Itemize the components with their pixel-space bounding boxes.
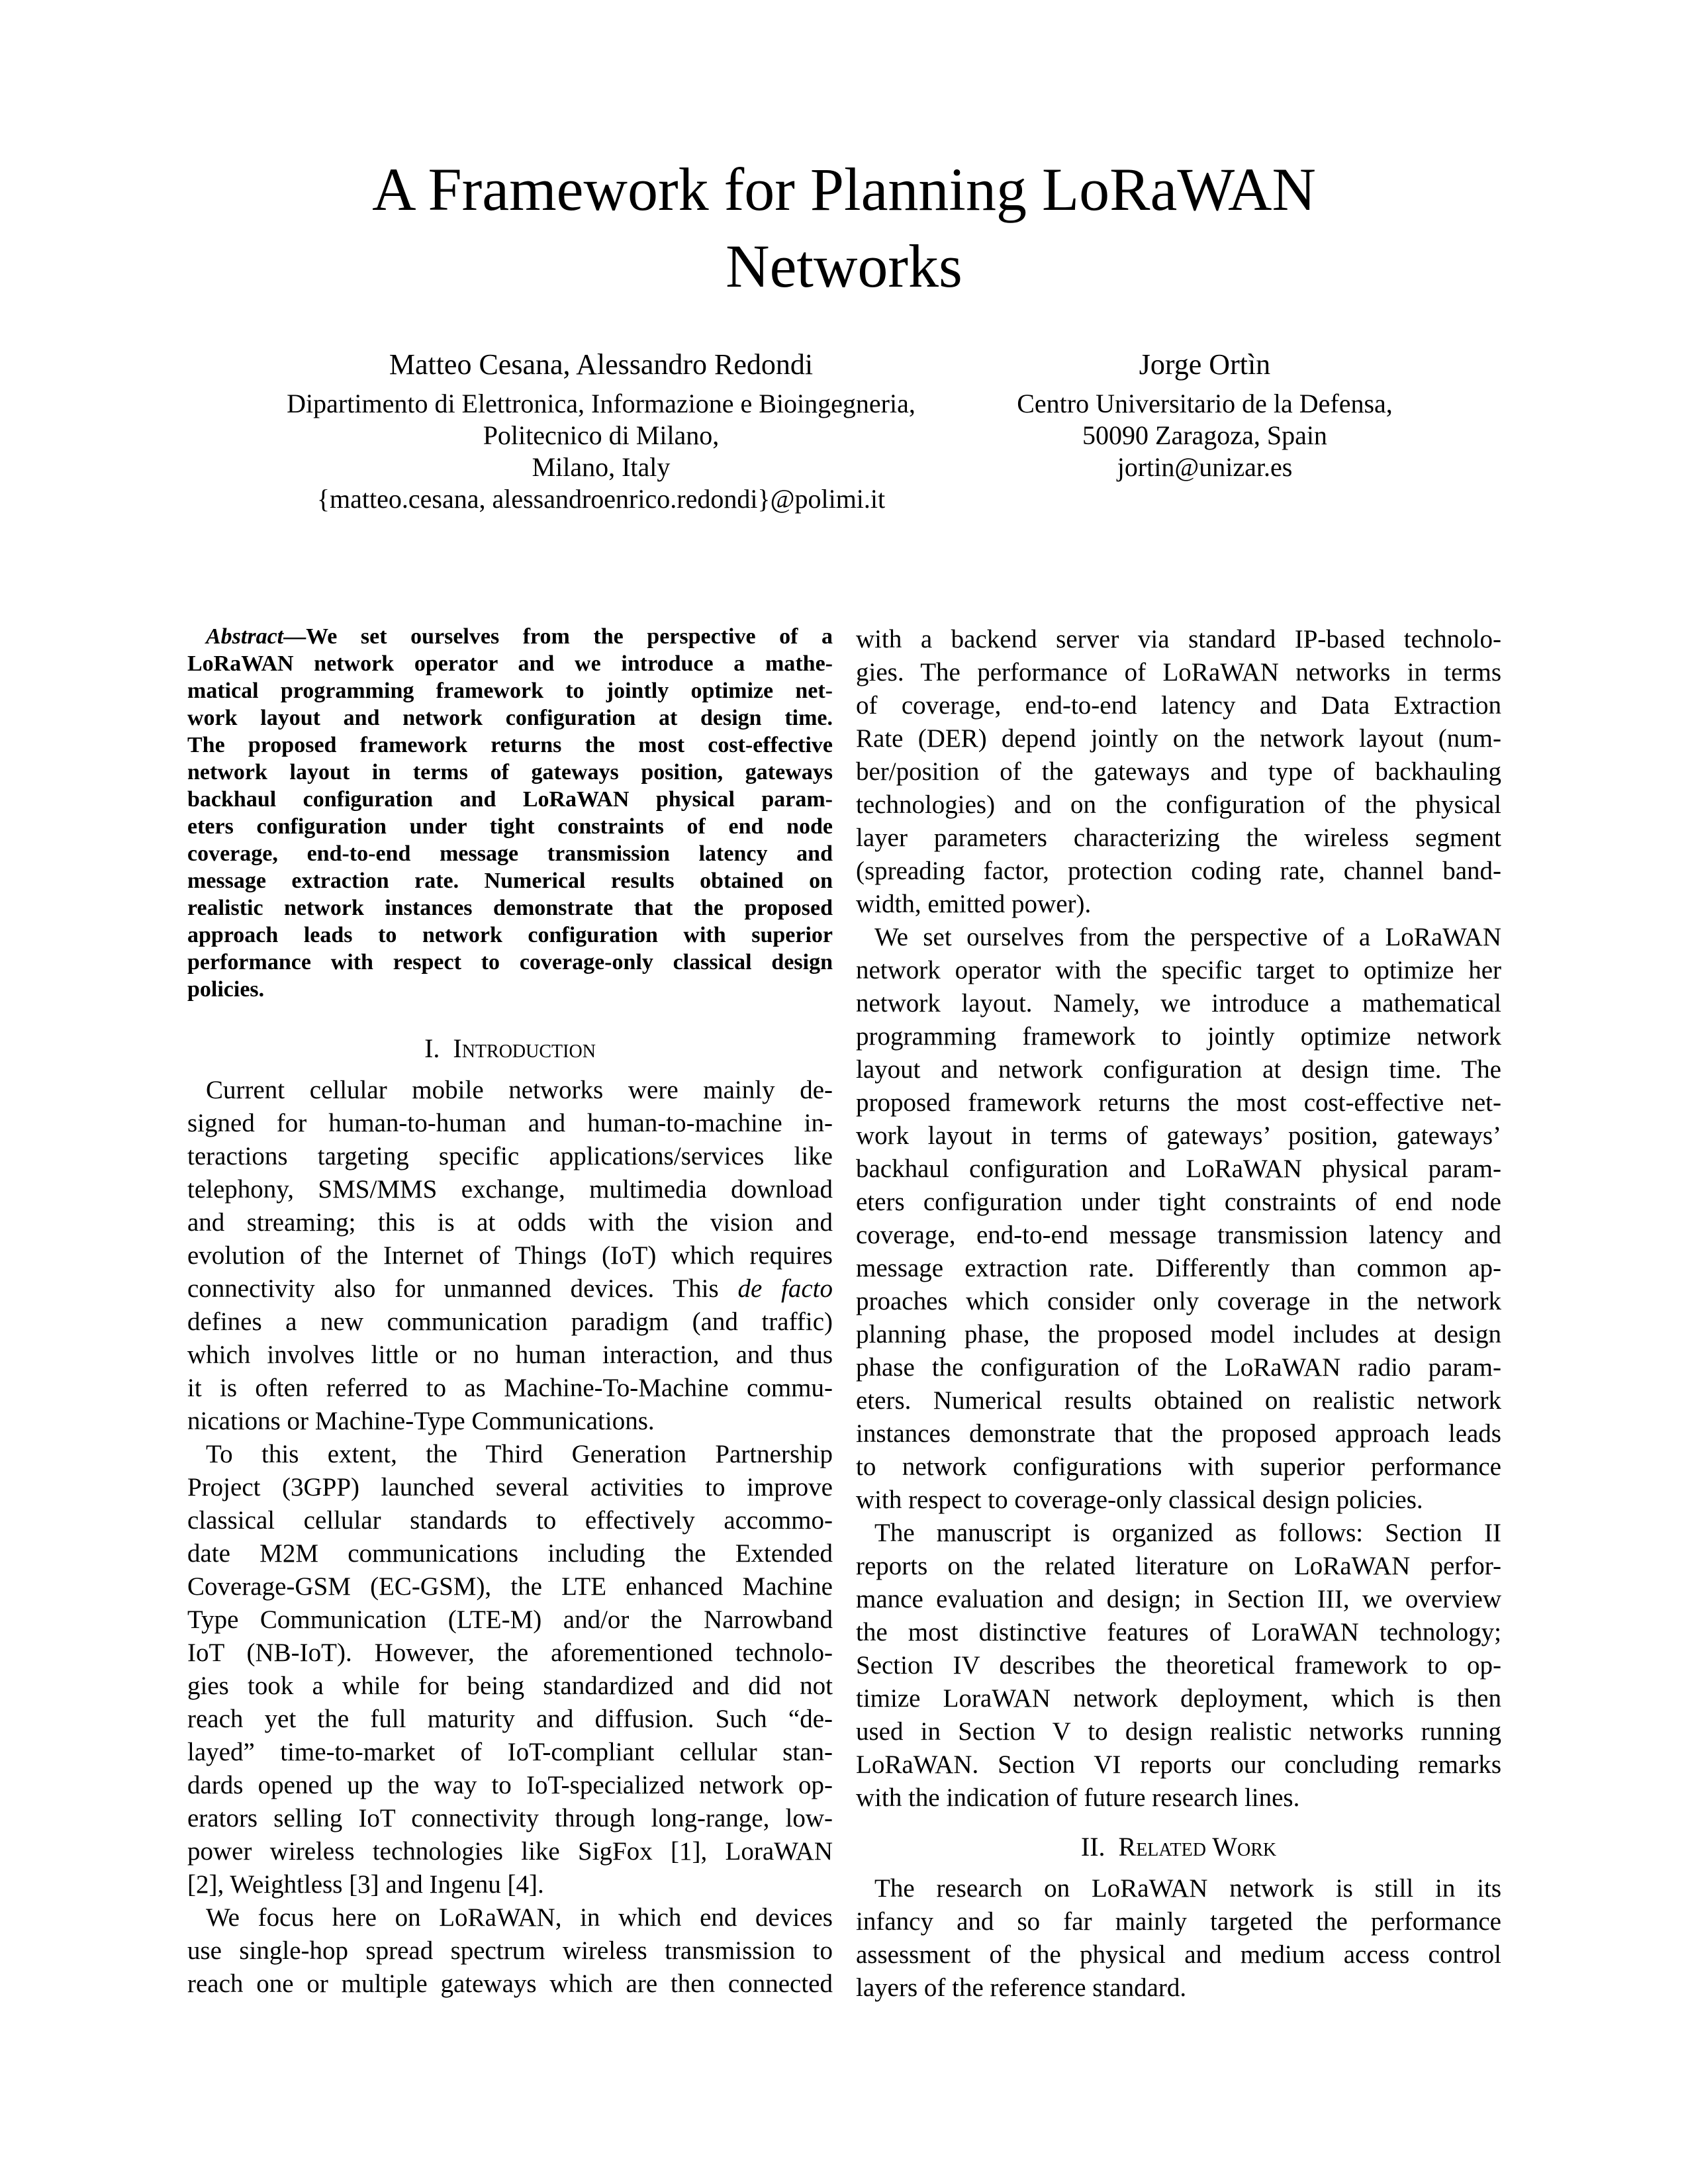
text-line: work layout and network configuration at design time. — [187, 706, 833, 730]
text-line: Current cellular mobile networks were mainly de- — [206, 1076, 833, 1104]
text-line: network layout. Namely, we introduce a mathematical — [856, 989, 1501, 1018]
text-line: coverage, end-to-end message transmission latency and — [856, 1221, 1501, 1249]
text-line: layer parameters characterizing the wireless segment — [856, 824, 1501, 852]
section-title: Introduction — [453, 1033, 596, 1063]
text-line: programming framework to jointly optimize network — [856, 1022, 1501, 1051]
text-line: coverage, end-to-end message transmission latency and — [187, 841, 833, 866]
text-line: signed for human-to-human and human-to-machine in- — [187, 1109, 833, 1137]
text-line: use single-hop spread spectrum wireless transmission to — [187, 1936, 833, 1965]
text-line: assessment of the physical and medium access control — [856, 1940, 1501, 1969]
title-line: A Framework for Planning LoRaWAN — [372, 156, 1316, 223]
paragraph — [187, 1438, 833, 1901]
section-number: I. — [424, 1033, 440, 1063]
paragraph — [856, 921, 1501, 1517]
text-line: phase the configuration of the LoRaWAN radio param- — [856, 1353, 1501, 1382]
text-line: realistic network instances demonstrate that the proposed — [187, 896, 833, 920]
author-block — [927, 346, 1483, 483]
text-line: used in Section V to design realistic networks running — [856, 1717, 1501, 1746]
text-line: defines a new communication paradigm (and traffic) — [187, 1307, 833, 1336]
text-line: infancy and so far mainly targeted the performance — [856, 1907, 1501, 1936]
affiliation-line: 50090 Zaragoza, Spain — [1082, 420, 1327, 450]
text-line: gies took a while for being standardized and did not — [187, 1672, 833, 1700]
text-line: dards opened up the way to IoT-specialized network op- — [187, 1771, 833, 1799]
author-name: Jorge Ortìn — [1139, 348, 1271, 381]
text-line: To this extent, the Third Generation Partnership — [206, 1440, 833, 1468]
text-line: planning phase, the proposed model includes at design — [856, 1320, 1501, 1349]
paper-title — [0, 151, 1688, 305]
text-line: The manuscript is organized as follows: Section II — [874, 1519, 1501, 1547]
text-line: We set ourselves from the perspective of a LoRaWAN — [874, 923, 1501, 951]
authors-row — [0, 346, 1688, 518]
text-line: Type Communication (LTE-M) and/or the Narrowband — [187, 1605, 833, 1634]
text-line: mance evaluation and design; in Section III, we overview — [856, 1585, 1501, 1613]
text-line: and streaming; this is at odds with the vision and — [187, 1208, 833, 1237]
text-line: technologies) and on the configuration of the physical — [856, 790, 1501, 819]
affiliation-line: Politecnico di Milano, — [483, 420, 720, 450]
text-line: proaches which consider only coverage in the network — [856, 1287, 1501, 1315]
abstract-label: Abstract — [206, 624, 284, 649]
paragraph — [187, 1074, 833, 1438]
text-line: evolution of the Internet of Things (IoT) which requires — [187, 1241, 833, 1270]
text-line: Project (3GPP) launched several activities to improve — [187, 1473, 833, 1501]
text-line: date M2M communications including the Extended — [187, 1539, 833, 1568]
paragraph — [856, 1517, 1501, 1815]
text-line: LoRaWAN. Section VI reports our concluding remarks — [856, 1750, 1501, 1779]
text-line: eters configuration under tight constraints of end node — [856, 1188, 1501, 1216]
text-line: message extraction rate. Differently than common ap- — [856, 1254, 1501, 1282]
column-right — [856, 623, 1501, 2005]
author-block — [187, 346, 1015, 515]
text-line: proposed framework returns the most cost-effective net- — [856, 1088, 1501, 1117]
text-line: it is often referred to as Machine-To-Machine commu- — [187, 1374, 833, 1402]
text-line: connectivity also for unmanned devices. This de facto — [187, 1274, 833, 1303]
text-line: with the indication of future research lines. — [856, 1783, 1300, 1812]
text-line: erators selling IoT connectivity through long-range, low- — [187, 1804, 833, 1832]
text-line: to network configurations with superior performance — [856, 1452, 1501, 1481]
section-heading — [187, 1032, 833, 1065]
text-line: telephony, SMS/MMS exchange, multimedia download — [187, 1175, 833, 1204]
paragraph — [856, 623, 1501, 921]
affiliation-line: Dipartimento di Elettronica, Informazione e Bioingegneria, — [287, 389, 915, 418]
column-left — [187, 623, 833, 2001]
affiliation-line: Centro Universitario de la Defensa, — [1017, 389, 1393, 418]
section-title: Related Work — [1118, 1832, 1277, 1862]
text-line: Coverage-GSM (EC-GSM), the LTE enhanced Machine — [187, 1572, 833, 1601]
text-line: instances demonstrate that the proposed approach leads — [856, 1419, 1501, 1448]
text-line: backhaul configuration and LoRaWAN physical param- — [187, 787, 833, 812]
text-line: The proposed framework returns the most cost-effective — [187, 733, 833, 757]
text-line: We focus here on LoRaWAN, in which end devices — [206, 1903, 833, 1932]
text-line: eters. Numerical results obtained on realistic network — [856, 1386, 1501, 1415]
text-line: policies. — [187, 977, 265, 1002]
text-line: layers of the reference standard. — [856, 1973, 1187, 2002]
text-line: approach leads to network configuration with superior — [187, 923, 833, 947]
text-line: which involves little or no human interaction, and thus — [187, 1341, 833, 1369]
text-line: Abstract—We set ourselves from the perspective of a — [206, 624, 833, 649]
text-line: with respect to coverage-only classical design policies. — [856, 1486, 1423, 1514]
text-line: classical cellular standards to effectively accommo- — [187, 1506, 833, 1535]
text-line: nications or Machine-Type Communications. — [187, 1407, 655, 1435]
section-heading — [856, 1830, 1501, 1864]
text-line: ber/position of the gateways and type of backhauling — [856, 757, 1501, 786]
text-line: [2], Weightless [3] and Ingenu [4]. — [187, 1870, 544, 1899]
affiliation-line: Milano, Italy — [532, 452, 671, 482]
paragraph — [856, 1872, 1501, 2005]
affiliation-line: jortin@unizar.es — [1117, 452, 1293, 482]
section-number: II. — [1080, 1832, 1105, 1862]
text-line: network operator with the specific target to optimize her — [856, 956, 1501, 984]
text-line: gies. The performance of LoRaWAN networks in terms — [856, 658, 1501, 687]
text-line: The research on LoRaWAN network is still in its — [874, 1874, 1501, 1903]
text-line: message extraction rate. Numerical results obtained on — [187, 869, 833, 893]
text-line: reach yet the full maturity and diffusion. Such “de- — [187, 1705, 833, 1733]
text-line: Section IV describes the theoretical framework to op- — [856, 1651, 1501, 1680]
author-name: Matteo Cesana, Alessandro Redondi — [389, 348, 814, 381]
text-line: work layout in terms of gateways’ position, gateways’ — [856, 1121, 1501, 1150]
paragraph — [187, 1901, 833, 2001]
text-line: backhaul configuration and LoRaWAN physical param- — [856, 1155, 1501, 1183]
text-line: layout and network configuration at design time. The — [856, 1055, 1501, 1084]
text-line: IoT (NB-IoT). However, the aforementioned technolo- — [187, 1638, 833, 1667]
text-line: reports on the related literature on LoRaWAN perfor- — [856, 1552, 1501, 1580]
text-line: performance with respect to coverage-only classical design — [187, 950, 833, 974]
text-line: of coverage, end-to-end latency and Data Extraction — [856, 691, 1501, 720]
title-line: Networks — [726, 232, 962, 300]
text-line: timize LoraWAN network deployment, which is then — [856, 1684, 1501, 1713]
text-line: power wireless technologies like SigFox [1], LoraWAN — [187, 1837, 833, 1866]
text-line: width, emitted power). — [856, 890, 1092, 918]
text-line: layed” time-to-market of IoT-compliant cellular stan- — [187, 1738, 833, 1766]
text-line: eters configuration under tight constraints of end node — [187, 814, 833, 839]
text-line: LoRaWAN network operator and we introduce a mathe- — [187, 651, 833, 676]
text-line: Rate (DER) depend jointly on the network layout (num- — [856, 724, 1501, 753]
abstract-block — [187, 623, 833, 1003]
text-line: (spreading factor, protection coding rate, channel band- — [856, 857, 1501, 885]
text-line: network layout in terms of gateways position, gateways — [187, 760, 833, 784]
text-line: the most distinctive features of LoraWAN technology; — [856, 1618, 1501, 1646]
affiliation-line: {matteo.cesana, alessandroenrico.redondi}@polimi.it — [316, 484, 886, 514]
text-line: matical programming framework to jointly optimize net- — [187, 679, 833, 703]
text-line: teractions targeting specific applications/services like — [187, 1142, 833, 1170]
text-line: reach one or multiple gateways which are then connected — [187, 1970, 833, 1998]
text-line: with a backend server via standard IP-based technolo- — [856, 625, 1501, 653]
